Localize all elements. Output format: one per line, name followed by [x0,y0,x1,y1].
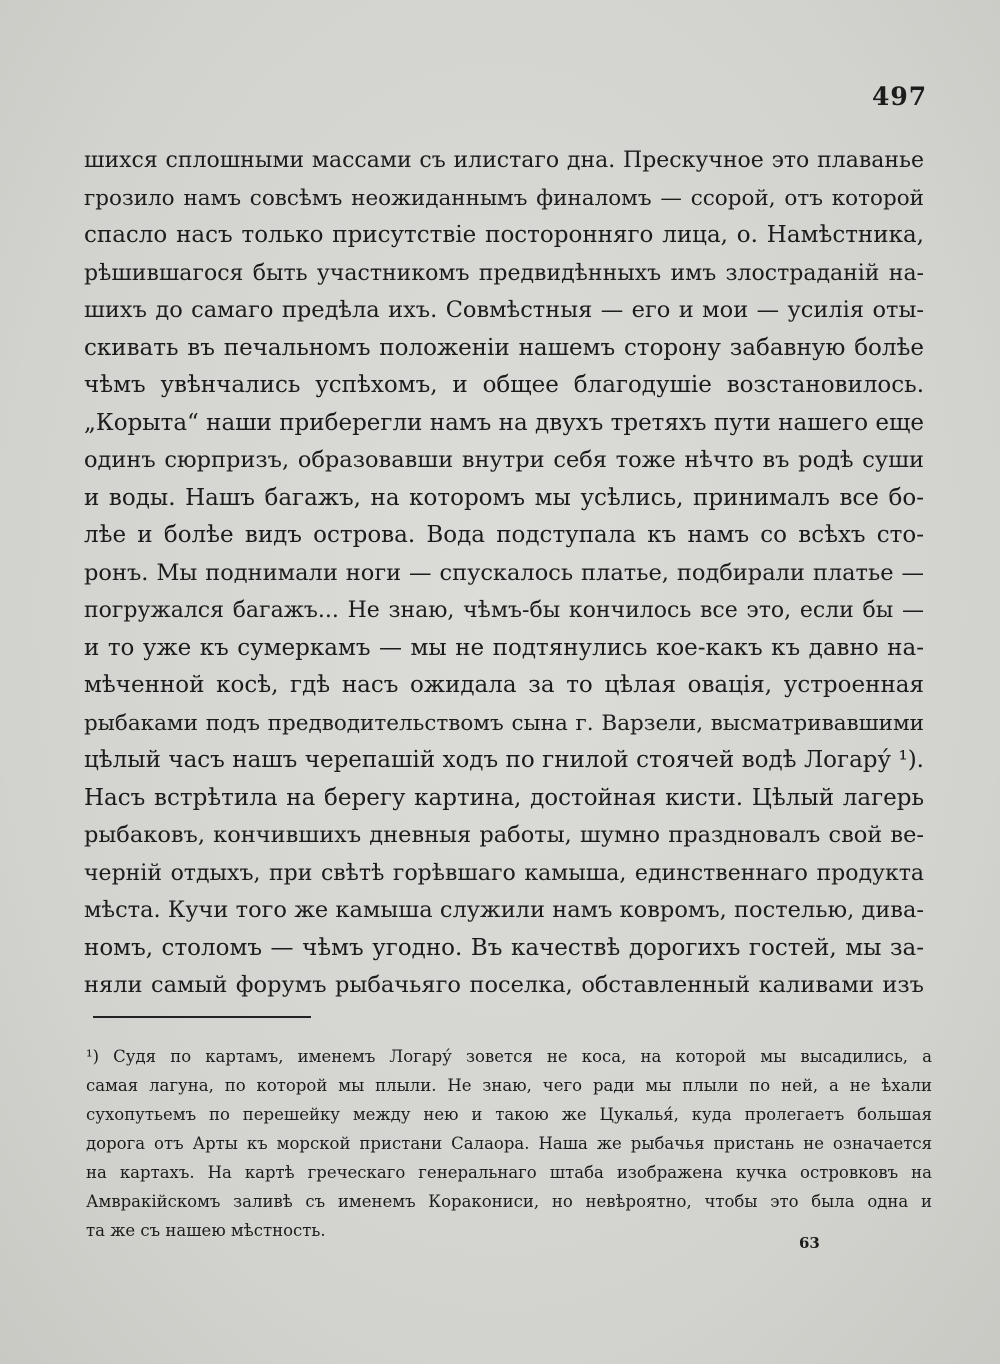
body-text [84,142,924,1005]
text-line: мѣста. Кучи того же камыша служили намъ ковромъ, постелью, дива- [84,897,924,923]
text-line: рыбаковъ, кончившихъ дневныя работы, шумно праздновалъ свой ве- [84,822,924,848]
text-line: „Корыта“ наши приберегли намъ на двухъ третяхъ пути нашего еще [84,409,924,436]
text-line: рыбаками подъ предводительствомъ сына г. Варзели, высматривавшими [84,710,924,736]
footnote [86,1042,932,1245]
text-line: спасло насъ только присутствіе посторонняго лица, о. Намѣстника, [84,222,924,248]
text-line: чѣмъ увѣнчались успѣхомъ, и общее благодушіе возстановилось. [84,372,924,398]
text-line: черній отдыхъ, при свѣтѣ горѣвшаго камыша, единственнаго продукта [84,860,924,886]
footnote-separator [93,1016,311,1018]
text-line: грозило намъ совсѣмъ неожиданнымъ финаломъ — ссорой, отъ которой [84,185,924,211]
footnote-line: дорога отъ Арты къ морской пристани Салаора. Наша же рыбачья пристань не означается [86,1134,932,1153]
text-line: номъ, столомъ — чѣмъ угодно. Въ качествѣ дорогихъ гостей, мы за- [84,934,924,961]
footnote-line: Амвракійскомъ заливѣ съ именемъ Коракониси, но невѣроятно, чтобы это была одна и [86,1192,932,1211]
footnote-line: сухопутьемъ по перешейку между нею и такою же Цукалья́, куда пролегаетъ большая [86,1105,932,1124]
text-line: ронъ. Мы поднимали ноги — спускалось платье, подбирали платье — [84,559,924,586]
text-line: няли самый форумъ рыбачьяго поселка, обставленный каливами изъ [84,972,924,998]
text-line: и воды. Нашъ багажъ, на которомъ мы усѣлись, принималъ все бо- [84,484,924,511]
text-line: лѣе и болѣе видъ острова. Вода подступала къ намъ со всѣхъ сто- [84,522,924,548]
text-line: шихся сплошными массами съ илистаго дна. Прескучное это плаванье [84,148,924,173]
text-line: цѣлый часъ нашъ черепашій ходъ по гнилой стоячей водѣ Логару́ ¹). [84,747,924,773]
text-line: мѣченной косѣ, гдѣ насъ ожидала за то цѣлая овація, устроенная [84,672,924,698]
text-line: Насъ встрѣтила на берегу картина, достойная кисти. Цѣлый лагерь [84,784,924,811]
text-line: одинъ сюрпризъ, образовавши внутри себя тоже нѣчто въ родѣ суши [84,447,924,473]
footnote-line: на картахъ. На картѣ греческаго генеральнаго штаба изображена кучка островковъ на [86,1163,932,1182]
text-line: рѣшившагося быть участникомъ предвидѣнныхъ имъ злостраданій на- [84,260,924,286]
text-line: и то уже къ сумеркамъ — мы не подтянулись кое-какъ къ давно на- [84,634,924,661]
page-number: 497 [872,82,928,111]
text-line: шихъ до самаго предѣла ихъ. Совмѣстныя — его и мои — усилія оты- [84,297,924,323]
signature-mark: 63 [799,1234,820,1252]
footnote-line: ¹) Судя по картамъ, именемъ Логару́ зовется не коса, на которой мы высадились, а [86,1047,932,1066]
text-line: погружался багажъ... Не знаю, чѣмъ-бы кончилось все это, если бы — [84,598,924,623]
footnote-line: самая лагуна, по которой мы плыли. Не знаю, чего ради мы плыли по ней, а не ѣхали [86,1076,932,1095]
footnote-line: та же съ нашею мѣстность. [86,1221,326,1240]
text-line: скивать въ печальномъ положеніи нашемъ сторону забавную болѣе [84,334,924,361]
